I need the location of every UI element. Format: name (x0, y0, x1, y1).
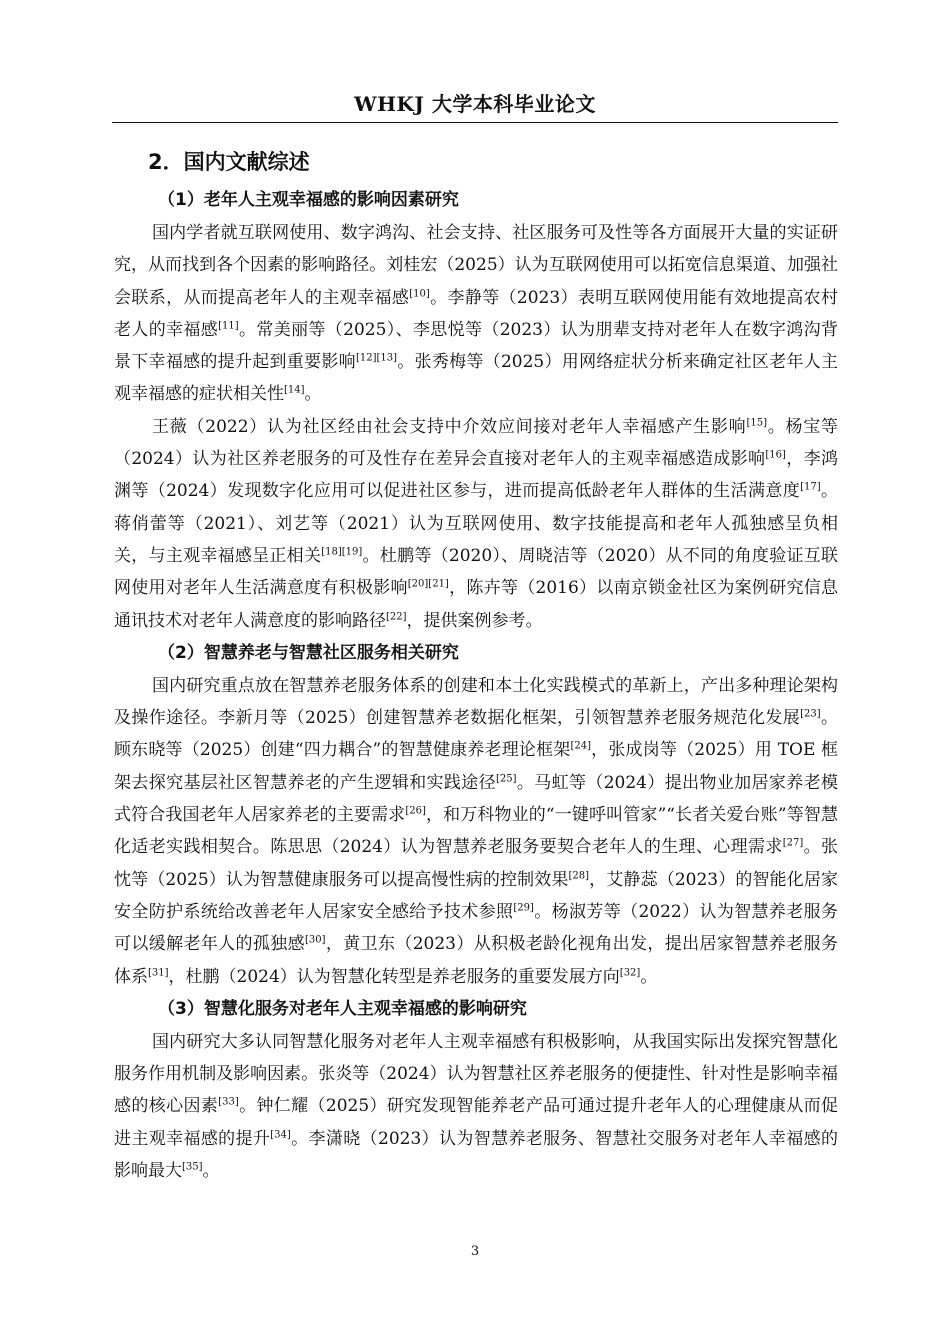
paragraph-text: 。 (202, 1161, 220, 1182)
citation-ref: [24] (570, 740, 591, 752)
citation-ref: [32] (619, 966, 641, 978)
citation-ref: [20][21] (407, 578, 449, 590)
header-rule (112, 122, 838, 123)
citation-ref: [17] (800, 481, 821, 493)
paragraph-text: ，提供案例参考。 (406, 610, 543, 631)
paragraph-text: ，陈卉等（2016）以南京锁金社区为案例研究信息通讯技术对老年人满意度的影响路径 (114, 578, 839, 631)
citation-ref: [14] (284, 384, 305, 396)
subsection-title: （1）老年人主观幸福感的影响因素研究 (158, 190, 459, 210)
citation-ref: [33] (218, 1096, 239, 1108)
body-paragraph (114, 670, 838, 993)
running-header: WHKJ 大学本科毕业论文 (354, 92, 596, 116)
paragraph-text: ，杜鹏（2024）认为智慧化转型是养老服务的重要发展方向 (168, 966, 620, 987)
paragraph-text: 王薇（2022）认为社区经由社会支持中介效应间接对老年人幸福感产生影响 (152, 416, 747, 437)
citation-ref: [16] (765, 449, 786, 461)
paragraph-text: ，李鸿渊等（2024）发现数字化应用可以促进社区参与，进而提高低龄老年人群体的生活满意度 (114, 449, 838, 502)
paragraph-text: 。张忱等（2025）认为智慧健康服务可以提高慢性病的控制效果 (114, 837, 839, 890)
paragraph-text: 。 (640, 966, 658, 987)
citation-ref: [31] (148, 966, 169, 978)
paragraph-text: 。马虹等（2024）提出物业加居家养老模式符合我国老年人居家养老的主要需求 (114, 772, 839, 826)
citation-ref: [18][19] (321, 546, 363, 558)
citation-ref: [10] (409, 287, 430, 299)
paragraph-text: 。常美丽等（2025）、李思悦等（2023）认为朋辈支持对老年人在数字鸿沟背景下幸福感的提升起到重要影响 (114, 319, 838, 373)
paragraph-text: 。杨宝等（2024）认为社区养老服务的可及性存在差异会直接对老年人的主观幸福感造成影响 (114, 416, 839, 470)
citation-ref: [29] (513, 902, 534, 914)
paragraph-text: 国内研究重点放在智慧养老服务体系的创建和本土化实践模式的革新上，产出多种理论架构及操作途径。李新月等（2025）创建智慧养老数据化框架，引领智慧养老服务规范化发展 (114, 675, 838, 729)
subsections (114, 184, 838, 1187)
page-number: 3 (470, 1244, 480, 1259)
paragraph-text: 。李潇晓（2023）认为智慧养老服务、智慧社交服务对老年人幸福感的影响最大 (114, 1128, 839, 1182)
paragraph-text: 。蒋俏蕾等（2021）、刘艺等（2021）认为互联网使用、数字技能提高和老年人孤独感呈负相关，与主观幸福感呈正相关 (114, 481, 839, 566)
paragraph-text: ，艾静蕊（2023）的智能化居家安全防护系统给改善老年人居家安全感给予技术参照 (114, 869, 838, 922)
paragraph-text: 。顾东晓等（2025）创建“四力耦合”的智慧健康养老理论框架 (114, 708, 839, 761)
body-paragraph (114, 411, 838, 637)
main-content (114, 140, 838, 1187)
paragraph-text: 。张秀梅等（2025）用网络症状分析来确定社区老年人主观幸福感的症状相关性 (114, 352, 839, 405)
paragraph-text: 。李静等（2023）表明互联网使用能有效地提高农村老人的幸福感 (114, 287, 839, 340)
paragraph-text: 国内研究大多认同智慧化服务对老年人主观幸福感有积极影响，从我国实际出发探究智慧化服务作用机制及影响因素。张炎等（2024）认为智慧社区养老服务的便捷性、针对性是影响幸福感的核心因素 (114, 1031, 838, 1117)
citation-ref: [27] (782, 837, 804, 849)
paragraph-text: 。杜鹏等（2020）、周晓洁等（2020）从不同的角度验证互联网使用对老年人生活满意度有积极影响 (114, 545, 839, 599)
citation-ref: [23] (800, 708, 821, 720)
citation-ref: [12][13] (355, 352, 397, 364)
subsection-title: （2）智慧养老与智慧社区服务相关研究 (158, 642, 459, 663)
paragraph-text: ，和万科物业的“一键呼叫管家”“长者关爱台账”等智慧化适老实践相契合。陈思思（2024）认为智慧养老服务要契合老年人的生理、心理需求 (114, 805, 839, 858)
paragraph-text: 。 (304, 384, 322, 405)
citation-ref: [34] (270, 1129, 291, 1141)
citation-ref: [30] (305, 934, 326, 946)
paragraph-text: ，张成岗等（2025）用 TOE 框架去探究基层社区智慧养老的产生逻辑和实践途径 (114, 740, 838, 793)
paragraph-text: 。杨淑芳等（2022）认为智慧养老服务可以缓解老年人的孤独感 (114, 901, 839, 955)
paragraph-text: ，黄卫东（2023）从积极老龄化视角出发，提出居家智慧养老服务体系 (114, 934, 839, 987)
body-paragraph (114, 1026, 838, 1187)
body-paragraph (114, 217, 838, 411)
citation-ref: [15] (746, 417, 767, 429)
subsection-title: （3）智慧化服务对老年人主观幸福感的影响研究 (158, 998, 527, 1019)
paragraph-text: 。钟仁耀（2025）研究发现智能养老产品可通过提升老年人的心理健康从而促进主观幸福感的提升 (114, 1096, 838, 1149)
citation-ref: [22] (386, 610, 407, 622)
citation-ref: [11] (218, 320, 239, 332)
citation-ref: [26] (405, 805, 426, 817)
paragraph-text: 国内学者就互联网使用、数字鸿沟、社会支持、社区服务可及性等各方面展开大量的实证研究，从而找到各个因素的影响路径。刘桂宏（2025）认为互联网使用可以拓宽信息渠道、加强社会联系，从而提高老年人的主观幸福感 (114, 223, 838, 308)
citation-ref: [28] (568, 869, 590, 881)
citation-ref: [25] (496, 773, 517, 785)
section-title: 2．国内文献综述 (148, 150, 310, 174)
citation-ref: [35] (182, 1161, 203, 1173)
